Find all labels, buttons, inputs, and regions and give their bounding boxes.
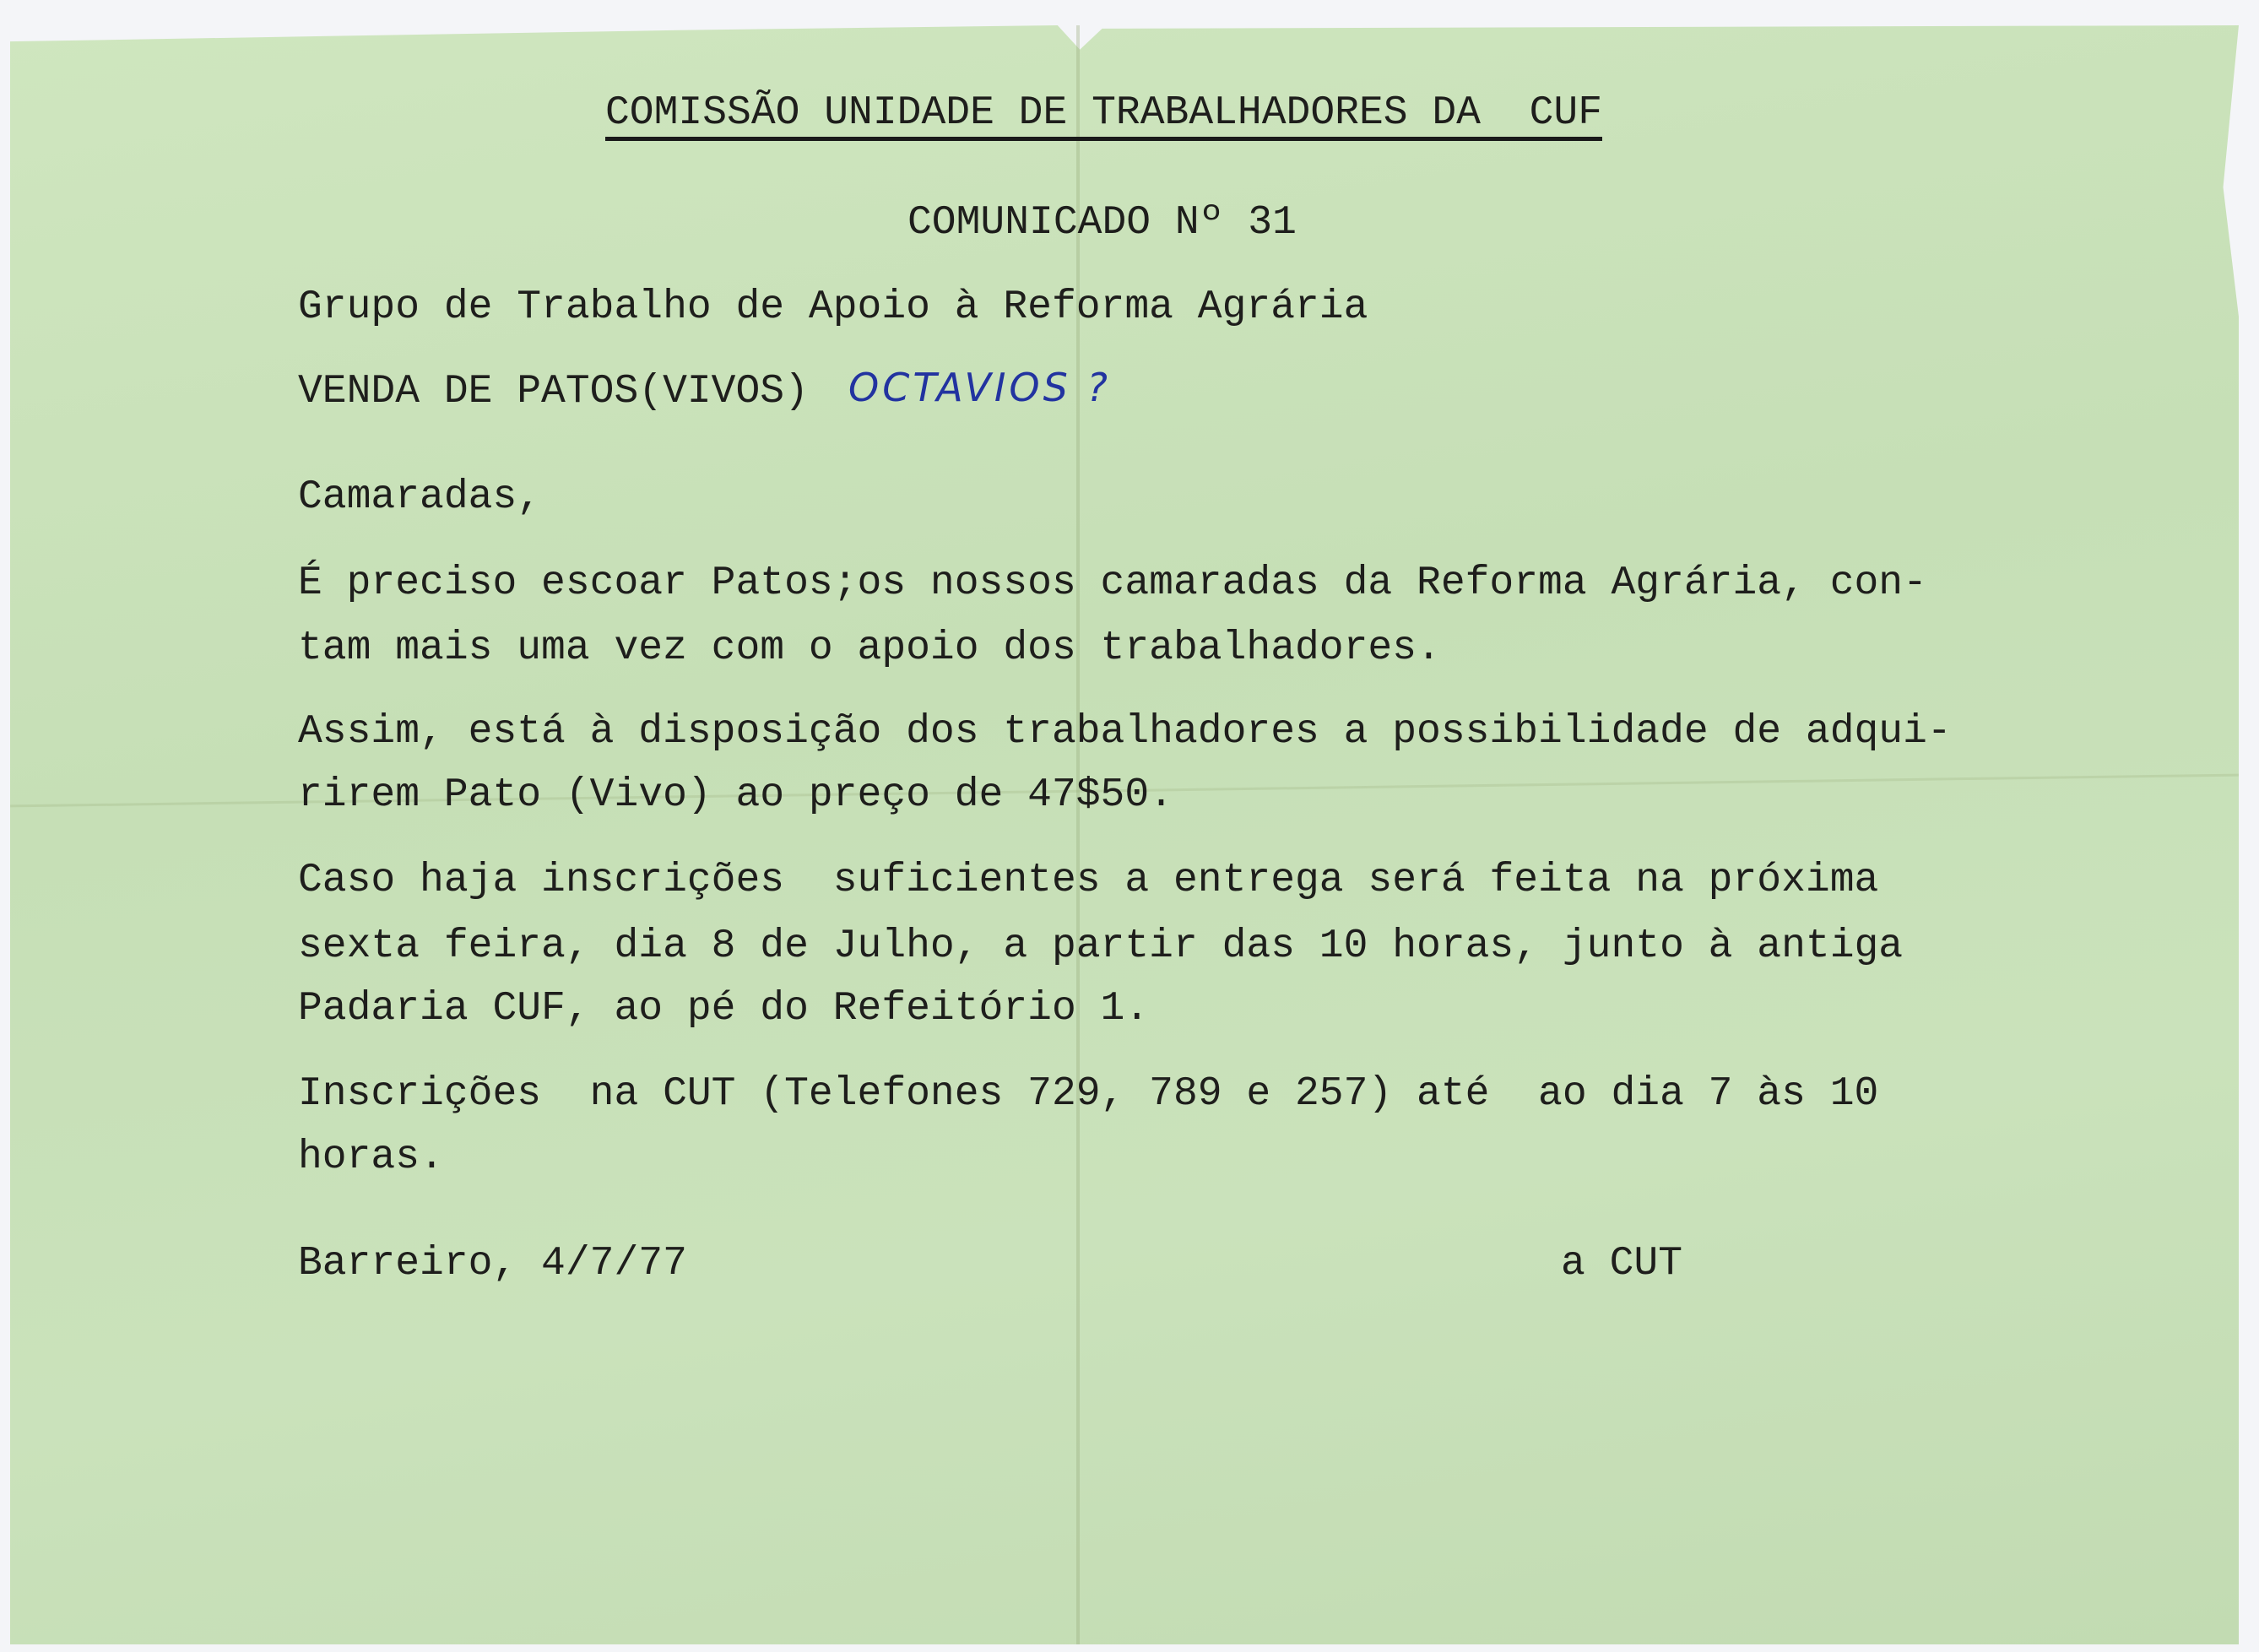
signature: a CUT (1561, 1241, 1683, 1286)
place-date: Barreiro, 4/7/77 (298, 1241, 687, 1286)
subject-line: VENDA DE PATOS(VIVOS) (298, 369, 809, 414)
paragraph-line: É preciso escoar Patos;os nossos camaradas da Reforma Agrária, con- (298, 561, 1927, 606)
paragraph-line: tam mais uma vez com o apoio dos trabalhadores. (298, 626, 1441, 671)
paragraph-line: Padaria CUF, ao pé do Refeitório 1. (298, 986, 1150, 1032)
fold-crease-vertical (1076, 25, 1080, 1644)
paragraph-line: Caso haja inscrições suficientes a entrega será feita na próxima (298, 858, 1879, 903)
paper-sheet (10, 25, 2239, 1644)
paragraph-line: Assim, está à disposição dos trabalhadores a possibilidade de adqui- (298, 709, 1952, 755)
paragraph-line: horas. (298, 1135, 444, 1180)
paragraph-line: rirem Pato (Vivo) ao preço de 47$50. (298, 772, 1173, 818)
organization-heading: COMISSÃO UNIDADE DE TRABALHADORES DA CUF (605, 93, 1602, 141)
communique-number: COMUNICADO Nº 31 (907, 200, 1297, 246)
salutation: Camaradas, (298, 474, 542, 520)
paragraph-line: sexta feira, dia 8 de Julho, a partir das 10 horas, junto à antiga (298, 923, 1904, 969)
paragraph-line: Inscrições na CUT (Telefones 729, 789 e 257) até ao dia 7 às 10 (298, 1071, 1879, 1117)
handwritten-note: OCTAVIOS ? (848, 365, 1111, 410)
group-title: Grupo de Trabalho de Apoio à Reforma Agrária (298, 284, 1368, 330)
